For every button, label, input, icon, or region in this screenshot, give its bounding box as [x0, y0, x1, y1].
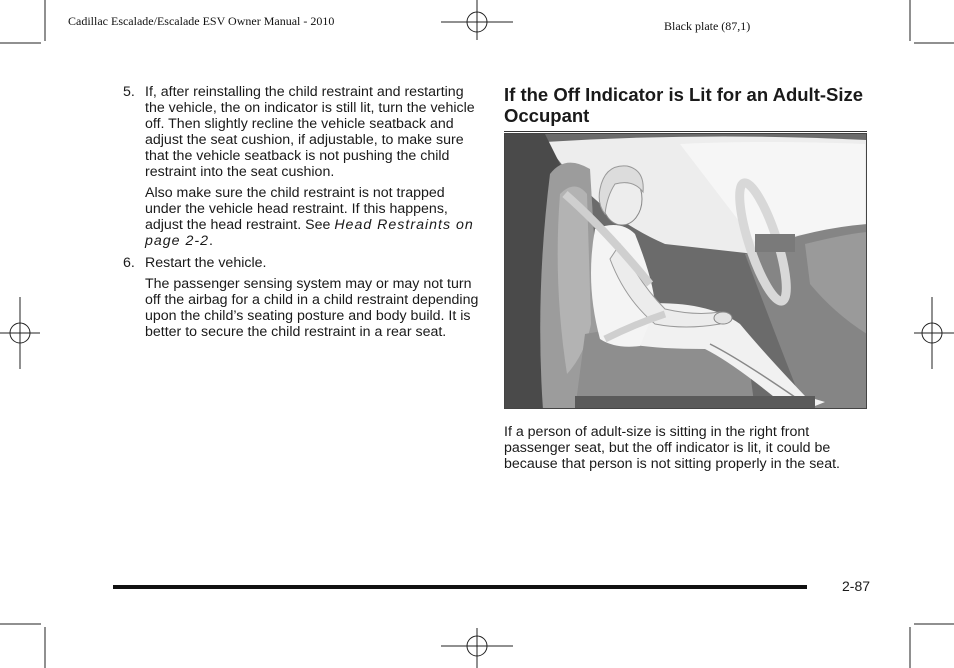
note-text: Also make sure the child restraint is not trapped under the vehicle head restraint. If this happens, adjust the head restraint. See — [145, 185, 448, 233]
running-header-title: Cadillac Escalade/Escalade ESV Owner Manual - 2010 — [68, 14, 335, 28]
registration-mark-top — [441, 0, 513, 40]
footer-rule — [113, 585, 807, 589]
running-header-plate: Black plate (87,1) — [664, 19, 751, 33]
registration-mark-left — [0, 297, 40, 369]
step-text: Restart the vehicle. — [145, 255, 267, 271]
page-number: 2-87 — [842, 578, 871, 594]
list-item-step-6 — [123, 255, 483, 271]
registration-mark-right — [914, 297, 954, 369]
cross-reference-link[interactable]: Head Restraints on page 2-2 — [145, 217, 474, 249]
step-number: 6. — [123, 255, 135, 271]
left-column — [123, 84, 483, 346]
step-6-note: The passenger sensing system may or may not turn off the airbag for a child in a child restraint depending upon the child’s seating posture and body build. It is better to secure the child restraint in a rear seat. — [145, 276, 479, 340]
step-5-note — [145, 185, 483, 249]
passenger-seat-illustration — [505, 134, 867, 409]
registration-mark-bottom — [441, 628, 513, 668]
illustration-adult-passenger — [504, 133, 867, 409]
step-number: 5. — [123, 84, 135, 100]
figure-caption-paragraph: If a person of adult-size is sitting in the right front passenger seat, but the off indicator is lit, it could be because that person is not sitting properly in the seat. — [504, 424, 840, 472]
heading-rule — [504, 131, 867, 132]
right-column — [504, 84, 868, 126]
section-heading: If the Off Indicator is Lit for an Adult-Size Occupant — [504, 84, 864, 126]
note-punctuation: . — [209, 233, 213, 249]
list-item-step-5 — [123, 84, 483, 180]
step-text: If, after reinstalling the child restraint and restarting the vehicle, the on indicator is still lit, turn the vehicle off. Then slightly recline the vehicle seatback and adjust the seat cushion, if adjustable, to make sure that the vehicle seatback is not pushing the child restraint into the seat cushion. — [145, 84, 475, 180]
